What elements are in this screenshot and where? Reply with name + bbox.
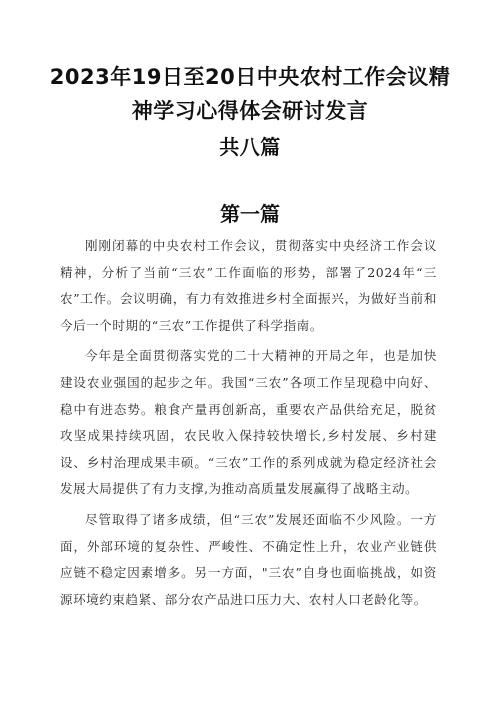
- title-line-2: 神学习心得体会研讨发言: [131, 99, 369, 123]
- paragraph-1: 刚刚闭幕的中央农村工作会议，贯彻落实中央经济工作会议精神，分析了当前“三农”工作面临的形势，部署了2024年“三农”工作。会议明确，有力有效推进乡村全面振兴，为做好当前和今后一个时期的“三农”工作提供了科学指南。: [60, 238, 437, 333]
- document-title: [40, 62, 460, 162]
- body-text: [60, 233, 437, 617]
- section-heading: 第一篇: [220, 202, 280, 226]
- paragraph-2: 今年是全面贯彻落实党的二十大精神的开局之年，也是加快建设农业强国的起步之年。我国“三农”各项工作呈现稳中向好、稳中有进态势。粮食产量再创新高，重要农产品供给充足，脱贫攻坚成果持续巩固，农民收入保持较快增长,乡村发展、乡村建设、乡村治理成果丰硕。“三农”工作的系列成就为稳定经济社会发展大局提供了有力支撑,为推动高质量发展赢得了战略主动。: [60, 348, 437, 497]
- paragraph-3: 尽管取得了诸多成绩，但“三农”发展还面临不少风险。一方面，外部环境的复杂性、严峻性、不确定性上升，农业产业链供应链不稳定因素增多。另一方面，"三农”自身也面临挑战，如资源环境约束趋紧、部分农产品进口压力大、农村人口老龄化等。: [60, 511, 437, 607]
- title-line-1: 2023年19日至20日中央农村工作会议精: [49, 65, 451, 89]
- title-line-3: 共八篇: [219, 135, 281, 159]
